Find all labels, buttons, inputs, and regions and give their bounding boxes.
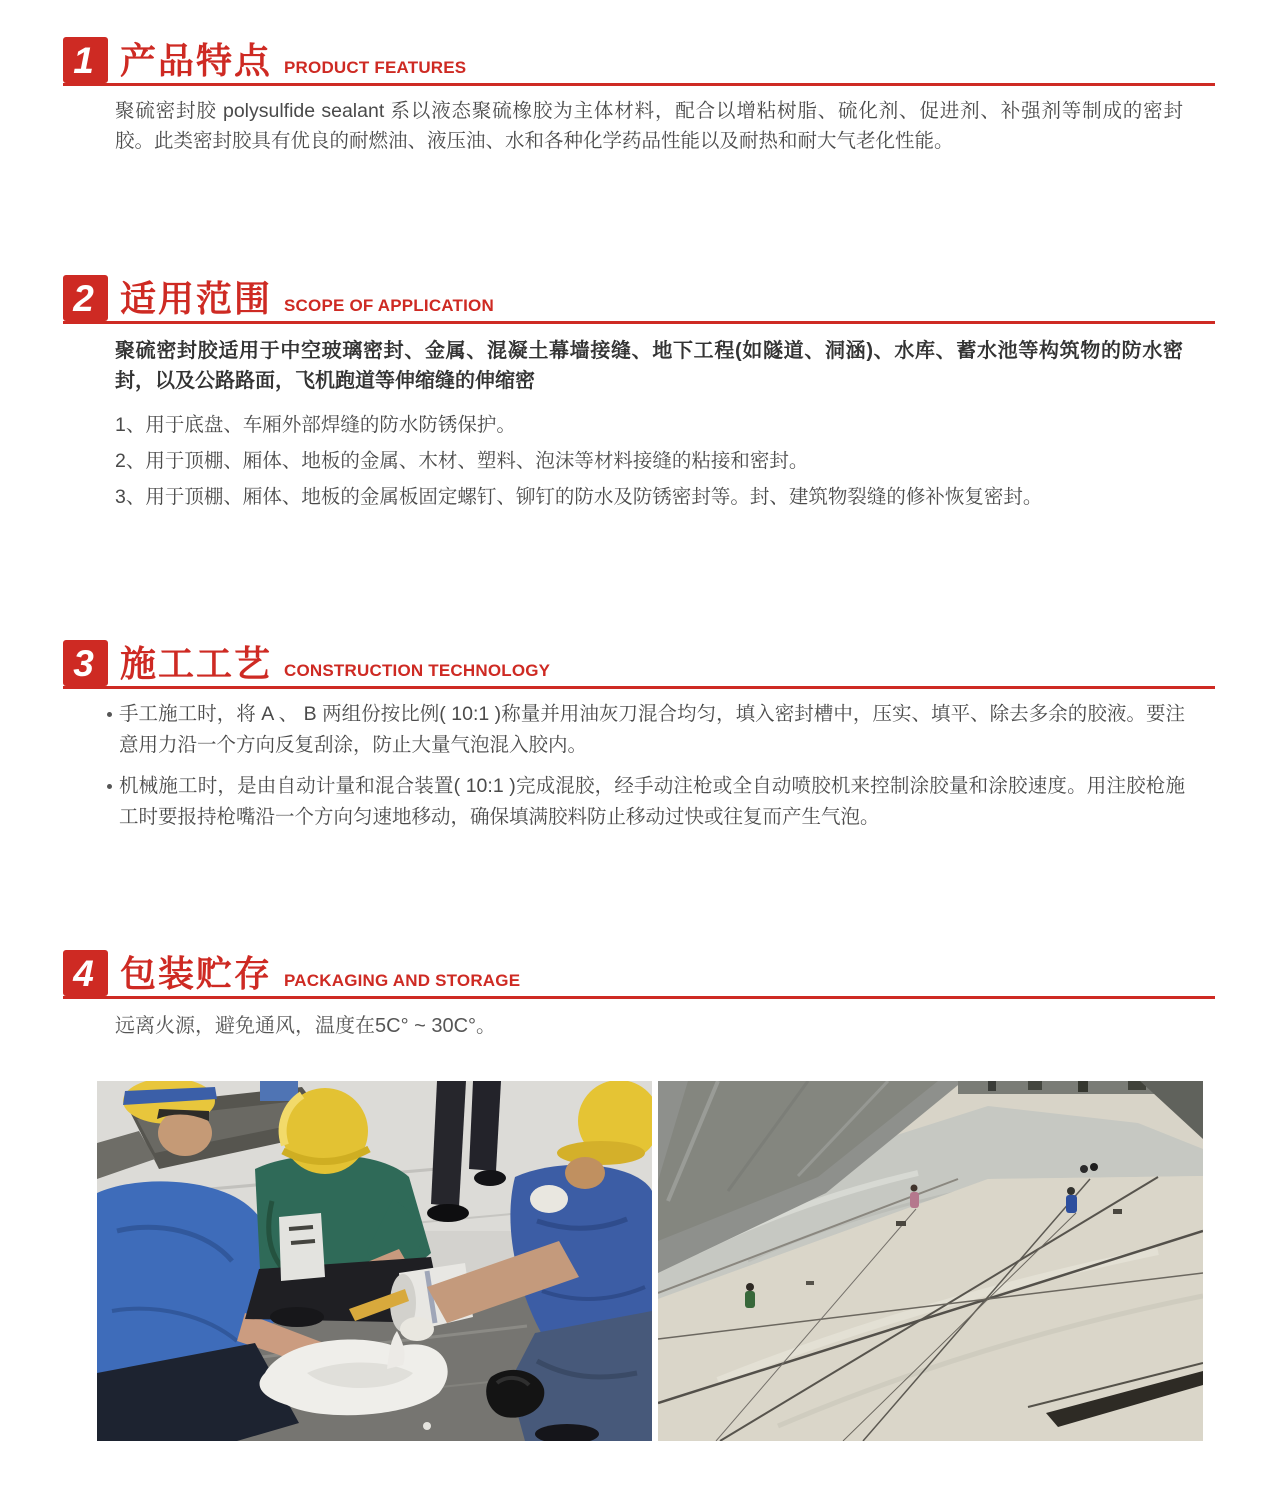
photo-dam-slope bbox=[658, 1081, 1203, 1441]
construction-step: 手工施工时，将 A 、 B 两组份按比例( 10:1 )称量并用油灰刀混合均匀，填入密封槽中，压实、填平、除去多余的胶液。要注意用力沿一个方向反复刮涂，防止大量气泡混入胶内。 bbox=[107, 699, 1185, 761]
section-3-number-badge: 3 bbox=[63, 640, 108, 686]
scope-lead-paragraph: 聚硫密封胶适用于中空玻璃密封、金属、混凝土幕墙接缝、地下工程(如隧道、洞涵)、水库、蓄水池等构筑物的防水密封，以及公路路面，飞机跑道等伸缩缝的伸缩密 bbox=[115, 340, 1183, 392]
section-2-title-en: SCOPE OF APPLICATION bbox=[284, 296, 494, 315]
section-2-header bbox=[63, 278, 1215, 324]
section-construction-technology bbox=[0, 643, 1280, 833]
sealant-workers-illustration bbox=[97, 1081, 652, 1441]
section-3-header bbox=[63, 643, 1215, 689]
section-4-number-badge: 4 bbox=[63, 950, 108, 996]
section-3-title-zh: 施工工艺 bbox=[120, 643, 273, 684]
section-1-header bbox=[63, 40, 1215, 86]
section-2-number-badge: 2 bbox=[63, 275, 108, 321]
construction-step-list bbox=[107, 699, 1185, 833]
scope-item-list bbox=[115, 410, 1185, 512]
dam-slope-illustration bbox=[658, 1081, 1203, 1441]
photo-sealant-workers bbox=[97, 1081, 652, 1441]
product-features-paragraph: 聚硫密封胶 polysulfide sealant 系以液态聚硫橡胶为主体材料，配合以增粘树脂、硫化剂、促进剂、补强剂等制成的密封胶。此类密封胶具有优良的耐燃油、液压油、水和各种化学药品性能以及耐热和耐大气老化性能。 bbox=[115, 100, 1183, 152]
section-1-title-en: PRODUCT FEATURES bbox=[284, 58, 467, 77]
section-4-title-zh: 包装贮存 bbox=[120, 953, 273, 994]
section-4-header bbox=[63, 953, 1215, 999]
section-2-title-zh: 适用范围 bbox=[120, 278, 273, 319]
packaging-storage-note: 远离火源，避免通风，温度在5C° ~ 30C°。 bbox=[115, 1015, 497, 1037]
scope-item: 1、用于底盘、车厢外部焊缝的防水防锈保护。 bbox=[115, 414, 516, 436]
section-packaging-storage bbox=[0, 953, 1280, 1041]
scope-item: 2、用于顶棚、厢体、地板的金属、木材、塑料、泡沫等材料接缝的粘接和密封。 bbox=[115, 450, 809, 472]
construction-step: 机械施工时，是由自动计量和混合装置( 10:1 )完成混胶，经手动注枪或全自动喷胶机来控制涂胶量和涂胶速度。用注胶枪施工时要报持枪嘴沿一个方向匀速地移动，确保填满胶料防止移动过快或往复而产生气泡。 bbox=[107, 771, 1185, 833]
photo-row bbox=[0, 1081, 1280, 1441]
section-scope-of-application bbox=[0, 278, 1280, 512]
section-product-features bbox=[0, 40, 1280, 156]
section-1-number-badge: 1 bbox=[63, 37, 108, 83]
scope-item: 3、用于顶棚、厢体、地板的金属板固定螺钉、铆钉的防水及防锈密封等。封、建筑物裂缝的修补恢复密封。 bbox=[115, 486, 1043, 508]
section-1-title-zh: 产品特点 bbox=[120, 40, 273, 81]
section-3-title-en: CONSTRUCTION TECHNOLOGY bbox=[284, 661, 551, 680]
section-4-title-en: PACKAGING AND STORAGE bbox=[284, 971, 521, 990]
